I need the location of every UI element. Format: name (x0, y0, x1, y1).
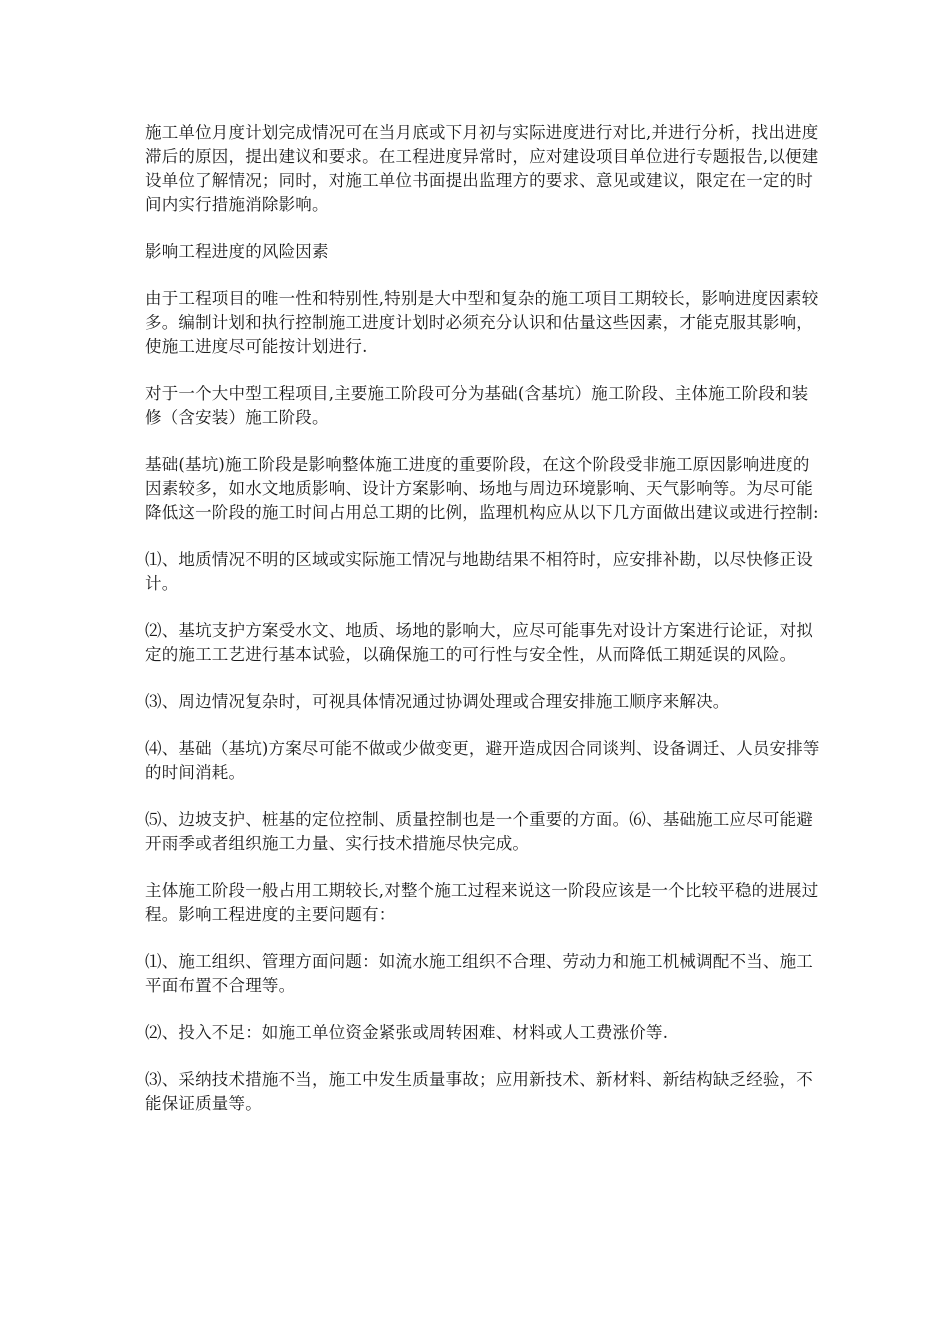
paragraph-main-structure-stage: 主体施工阶段一般占用工期较长,对整个施工过程来说这一阶段应该是一个比较平稳的进展过程。影响工程进度的主要问题有： (145, 881, 819, 924)
list-item-foundation-2: ⑵、基坑支护方案受水文、地质、场地的影响大，应尽可能事先对设计方案进行论证，对拟定的施工工艺进行基本试验，以确保施工的可行性与安全性，从而降低工期延误的风险。 (145, 621, 813, 664)
paragraph-construction-stages: 对于一个大中型工程项目,主要施工阶段可分为基础(含基坑）施工阶段、主体施工阶段和装修（含安装）施工阶段。 (145, 384, 809, 427)
list-item-foundation-5-6: ⑸、边坡支护、桩基的定位控制、质量控制也是一个重要的方面。⑹、基础施工应尽可能避开雨季或者组织施工力量、实行技术措施尽快完成。 (145, 810, 813, 853)
paragraph-progress-comparison: 施工单位月度计划完成情况可在当月底或下月初与实际进度进行对比,并进行分析，找出进度滞后的原因，提出建议和要求。在工程进度异常时，应对建设项目单位进行专题报告,以便建设单位了解情况；同时，对施工单位书面提出监理方的要求、意见或建议，限定在一定的时间内实行措施消除影响。 (145, 123, 819, 214)
list-item-structure-1: ⑴、施工组织、管理方面问题：如流水施工组织不合理、劳动力和施工机械调配不当、施工平面布置不合理等。 (145, 952, 813, 995)
document-body (145, 121, 821, 1139)
list-item-structure-2: ⑵、投入不足：如施工单位资金紧张或周转困难、材料或人工费涨价等. (145, 1023, 669, 1042)
list-item-foundation-3: ⑶、周边情况复杂时，可视具体情况通过协调处理或合理安排施工顺序来解决。 (145, 692, 730, 711)
paragraph-project-uniqueness: 由于工程项目的唯一性和特别性,特别是大中型和复杂的施工项目工期较长，影响进度因素较多。编制计划和执行控制施工进度计划时必须充分认识和估量这些因素，才能克服其影响，使施工进度尽可能按计划进行. (145, 289, 819, 356)
list-item-foundation-1: ⑴、地质情况不明的区域或实际施工情况与地勘结果不相符时，应安排补勘，以尽快修正设计。 (145, 550, 813, 593)
section-heading-risk-factors: 影响工程进度的风险因素 (145, 242, 329, 261)
list-item-foundation-4: ⑷、基础（基坑)方案尽可能不做或少做变更，避开造成因合同谈判、设备调迁、人员安排等的时间消耗。 (145, 739, 820, 782)
paragraph-foundation-stage: 基础(基坑)施工阶段是影响整体施工进度的重要阶段，在这个阶段受非施工原因影响进度的因素较多，如水文地质影响、设计方案影响、场地与周边环境影响、天气影响等。为尽可能降低这一阶段的施工时间占用总工期的比例，监理机构应从以下几方面做出建议或进行控制: (145, 455, 819, 522)
list-item-structure-3: ⑶、采纳技术措施不当，施工中发生质量事故；应用新技术、新材料、新结构缺乏经验，不能保证质量等。 (145, 1070, 813, 1113)
